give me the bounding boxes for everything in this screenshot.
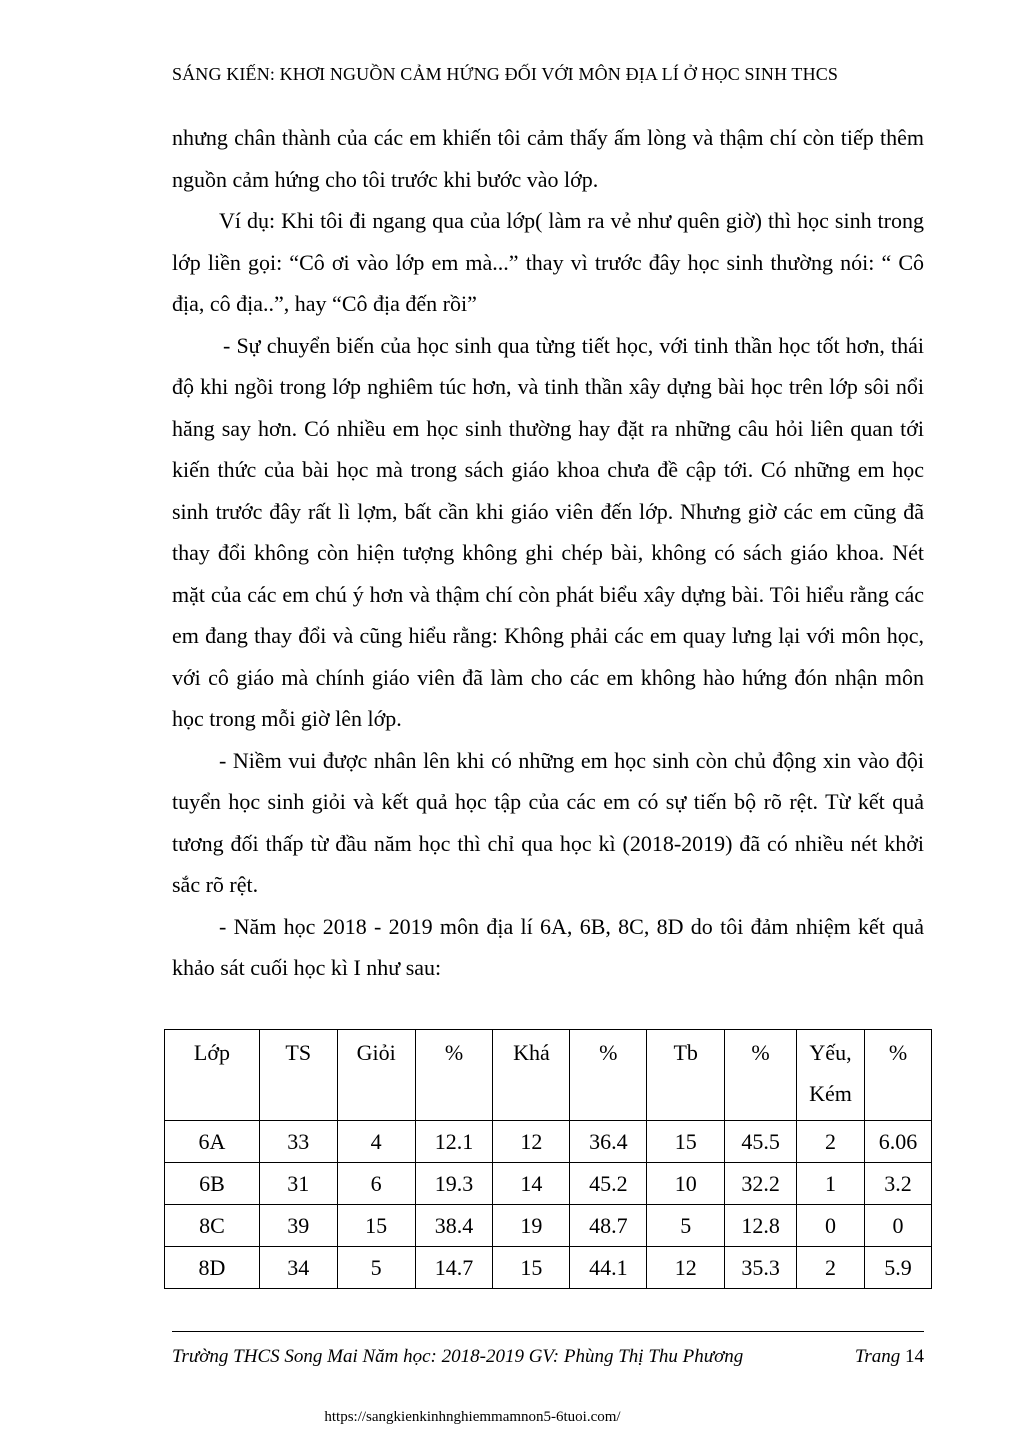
table-cell: 0 — [864, 1205, 931, 1247]
table-row — [165, 1205, 932, 1247]
table-cell: 33 — [259, 1121, 337, 1163]
header-cell: TS — [259, 1030, 337, 1121]
table-cell: 15 — [337, 1205, 415, 1247]
table-cell: 14.7 — [415, 1247, 493, 1289]
table-row — [165, 1247, 932, 1289]
table-cell: 6B — [165, 1163, 260, 1205]
table-cell: 5 — [337, 1247, 415, 1289]
table-cell: 12 — [647, 1247, 725, 1289]
table-cell: 34 — [259, 1247, 337, 1289]
table-cell: 5 — [647, 1205, 725, 1247]
table-cell: 0 — [797, 1205, 865, 1247]
header-cell: % — [864, 1030, 931, 1121]
body-paragraph: - Niềm vui được nhân lên khi có những em học sinh còn chủ động xin vào đội tuyển học sinh giỏi và kết quả học tập của các em có sự tiến bộ rõ rệt. Từ kết quả tương đối thấp từ đầu năm học thì chỉ qua học kì (2018-2019) đã có nhiều nét khởi sắc rõ rệt. — [172, 747, 924, 897]
table-cell: 31 — [259, 1163, 337, 1205]
header-cell-line: Yếu, — [809, 1040, 852, 1065]
table-cell: 32.2 — [725, 1163, 797, 1205]
table-cell: 2 — [797, 1121, 865, 1163]
table-cell: 6 — [337, 1163, 415, 1205]
table-cell: 19 — [493, 1205, 570, 1247]
page-number: 14 — [905, 1346, 924, 1367]
table-cell: 44.1 — [570, 1247, 647, 1289]
table-cell: 14 — [493, 1163, 570, 1205]
page-indicator — [855, 1343, 924, 1371]
document-body — [172, 117, 924, 989]
table-cell: 3.2 — [864, 1163, 931, 1205]
table-cell: 8D — [165, 1247, 260, 1289]
footer-info: Trường THCS Song Mai Năm học: 2018-2019 GV: Phùng Thị Thu Phương — [172, 1346, 744, 1367]
table-cell: 8C — [165, 1205, 260, 1247]
header-cell: Khá — [493, 1030, 570, 1121]
table-cell: 15 — [493, 1247, 570, 1289]
header-cell: % — [725, 1030, 797, 1121]
table-cell: 10 — [647, 1163, 725, 1205]
header-cell: Giỏi — [337, 1030, 415, 1121]
table-cell: 6A — [165, 1121, 260, 1163]
results-table — [164, 1029, 932, 1289]
header-cell — [797, 1030, 865, 1121]
header-cell: Lớp — [165, 1030, 260, 1121]
table-cell: 5.9 — [864, 1247, 931, 1289]
table-cell: 6.06 — [864, 1121, 931, 1163]
table-row — [165, 1121, 932, 1163]
table-cell: 15 — [647, 1121, 725, 1163]
table-cell: 12.1 — [415, 1121, 493, 1163]
table-cell: 36.4 — [570, 1121, 647, 1163]
header-cell: Tb — [647, 1030, 725, 1121]
header-cell: % — [415, 1030, 493, 1121]
source-url-link[interactable]: https://sangkienkinhnghiemmamnon5-6tuoi.com/ — [324, 1409, 621, 1425]
table-header-row — [165, 1030, 932, 1121]
table-cell: 35.3 — [725, 1247, 797, 1289]
table-cell: 38.4 — [415, 1205, 493, 1247]
table-cell: 39 — [259, 1205, 337, 1247]
body-paragraph: - Năm học 2018 - 2019 môn địa lí 6A, 6B, 8C, 8D do tôi đảm nhiệm kết quả khảo sát cuối học kì I như sau: — [172, 913, 924, 980]
table-cell: 45.5 — [725, 1121, 797, 1163]
body-paragraph: Ví dụ: Khi tôi đi ngang qua của lớp( làm ra vẻ như quên giờ) thì học sinh trong lớp liền gọi: “Cô ơi vào lớp em mà...” thay vì trước đây học sinh thường nói: “ Cô địa, cô địa..”, hay “Cô địa đến rồi” — [172, 208, 924, 316]
table-cell: 12 — [493, 1121, 570, 1163]
table-cell: 2 — [797, 1247, 865, 1289]
table-cell: 12.8 — [725, 1205, 797, 1247]
body-paragraph: nhưng chân thành của các em khiến tôi cảm thấy ấm lòng và thậm chí còn tiếp thêm nguồn cảm hứng cho tôi trước khi bước vào lớp. — [172, 125, 924, 192]
table-cell: 48.7 — [570, 1205, 647, 1247]
page-header: SÁNG KIẾN: KHƠI NGUỒN CẢM HỨNG ĐỐI VỚI MÔN ĐỊA LÍ Ở HỌC SINH THCS — [172, 64, 839, 84]
page-footer — [172, 1343, 924, 1371]
table-cell: 4 — [337, 1121, 415, 1163]
header-cell-line: Kém — [809, 1081, 852, 1106]
table-cell: 19.3 — [415, 1163, 493, 1205]
header-cell: % — [570, 1030, 647, 1121]
table-cell: 1 — [797, 1163, 865, 1205]
table-row — [165, 1163, 932, 1205]
table-cell: 45.2 — [570, 1163, 647, 1205]
footer-divider — [172, 1331, 924, 1332]
page-label: Trang — [854, 1346, 901, 1367]
body-paragraph: - Sự chuyển biến của học sinh qua từng tiết học, với tinh thần học tốt hơn, thái độ khi ngồi trong lớp nghiêm túc hơn, và tinh thần xây dựng bài học trên lớp sôi nổi hăng say hơn. Có nhiều em học sinh thường hay đặt ra những câu hỏi liên quan tới kiến thức của bài học mà trong sách giáo khoa chưa đề cập tới. Có những em học sinh trước đây rất lì lợm, bất cần khi giáo viên đến lớp. Nhưng giờ các em cũng đã thay đổi không còn hiện tượng không ghi chép bài, không có sách giáo khoa. Nét mặt của các em chú ý hơn và thậm chí còn phát biểu xây dựng bài. Tôi hiểu rằng các em đang thay đổi và cũng hiểu rằng: Không phải các em quay lưng lại với môn học, với cô giáo mà chính giáo viên đã làm cho các em không hào hứng đón nhận môn học trong mỗi giờ lên lớp. — [172, 332, 924, 731]
